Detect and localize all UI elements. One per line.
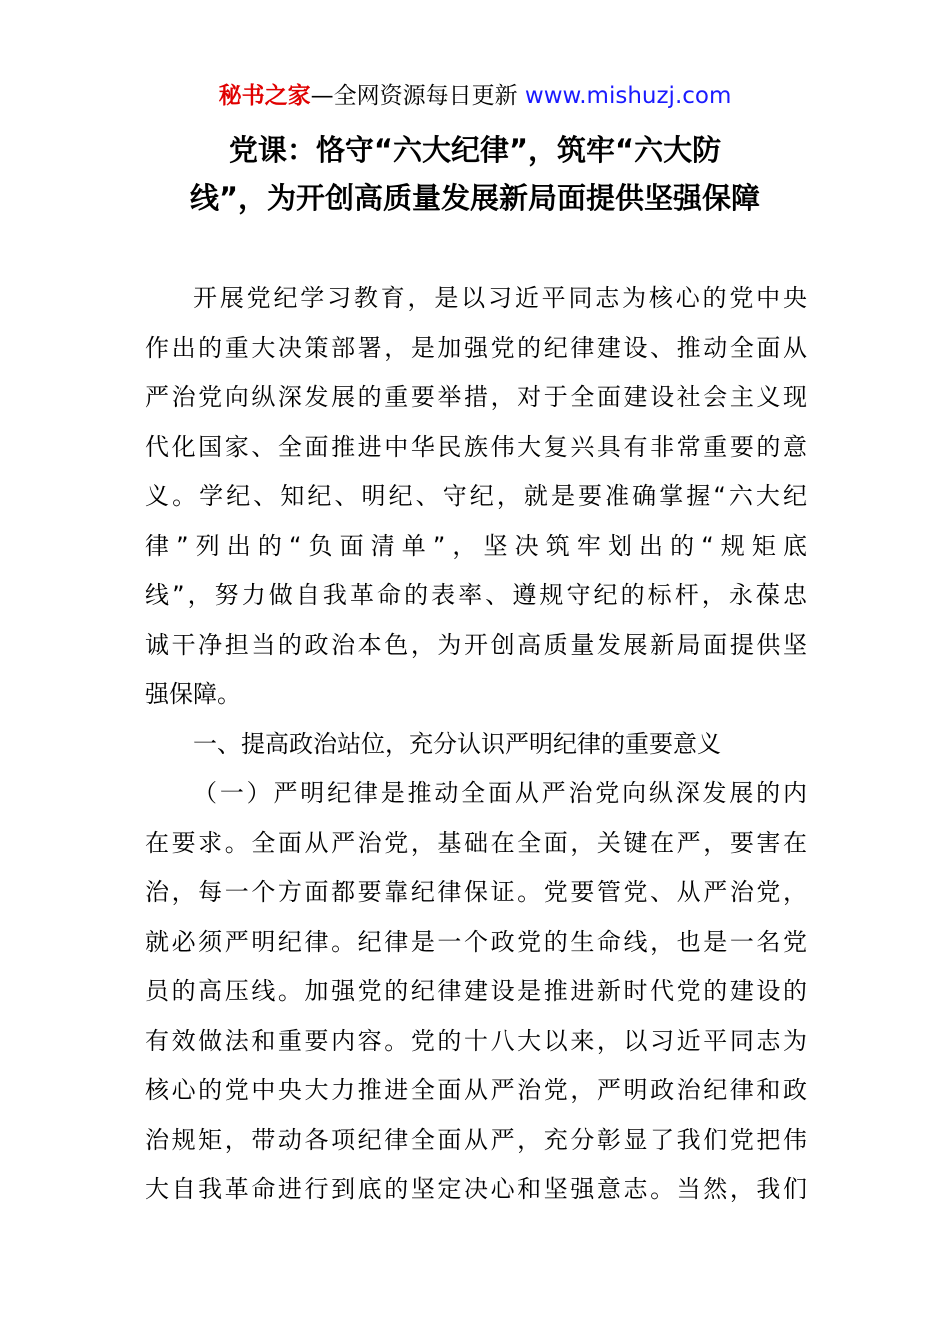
document-body (145, 274, 807, 1215)
paragraph-line: 线”，努力做自我革命的表率、遵规守纪的标杆，永葆忠 (145, 581, 807, 609)
title-line-2: 线”，为开创高质量发展新局面提供坚强保障 (189, 181, 761, 215)
paragraph-line: 治，每一个方面都要靠纪律保证。党要管党、从严治党， (145, 878, 807, 906)
paragraph-line: 大自我革命进行到底的坚定决心和坚强意志。当然，我们 (145, 1175, 807, 1203)
title-line-1: 党课：恪守“六大纪律”，筑牢“六大防 (228, 133, 722, 167)
paragraph-line: （一）严明纪律是推动全面从严治党向纵深发展的内 (193, 779, 807, 807)
paragraph-line: 律”列出的“负面清单”，坚决筑牢划出的“规矩底 (145, 531, 807, 560)
paragraph-line: 就必须严明纪律。纪律是一个政党的生命线，也是一名党 (145, 927, 807, 956)
site-header (0, 80, 950, 112)
paragraph-line: 诚干净担当的政治本色，为开创高质量发展新局面提供坚 (145, 630, 807, 659)
paragraph-line: 义。学纪、知纪、明纪、守纪，就是要准确掌握“六大纪 (145, 482, 807, 510)
paragraph-line: 严治党向纵深发展的重要举措，对于全面建设社会主义现 (145, 383, 807, 411)
section-heading: 一、提高政治站位，充分认识严明纪律的重要意义 (193, 729, 721, 758)
paragraph-line: 作出的重大决策部署，是加强党的纪律建设、推动全面从 (145, 333, 807, 362)
document-title (140, 126, 810, 222)
paragraph-line: 强保障。 (145, 680, 241, 708)
paragraph-line: 在要求。全面从严治党，基础在全面，关键在严，要害在 (145, 828, 807, 857)
site-tagline: —全网资源每日更新 (310, 83, 518, 109)
paragraph-line: 治规矩，带动各项纪律全面从严，充分彰显了我们党把伟 (145, 1125, 807, 1154)
paragraph-line: 开展党纪学习教育，是以习近平同志为核心的党中央 (193, 284, 807, 312)
site-name: 秘书之家 (218, 83, 311, 109)
paragraph-line: 员的高压线。加强党的纪律建设是推进新时代党的建设的 (145, 977, 807, 1005)
paragraph-line: 代化国家、全面推进中华民族伟大复兴具有非常重要的意 (145, 432, 807, 461)
site-url-link[interactable]: www.mishuzj.com (524, 83, 732, 109)
paragraph-line: 有效做法和重要内容。党的十八大以来，以习近平同志为 (145, 1026, 807, 1055)
paragraph-line: 核心的党中央大力推进全面从严治党，严明政治纪律和政 (145, 1076, 807, 1104)
